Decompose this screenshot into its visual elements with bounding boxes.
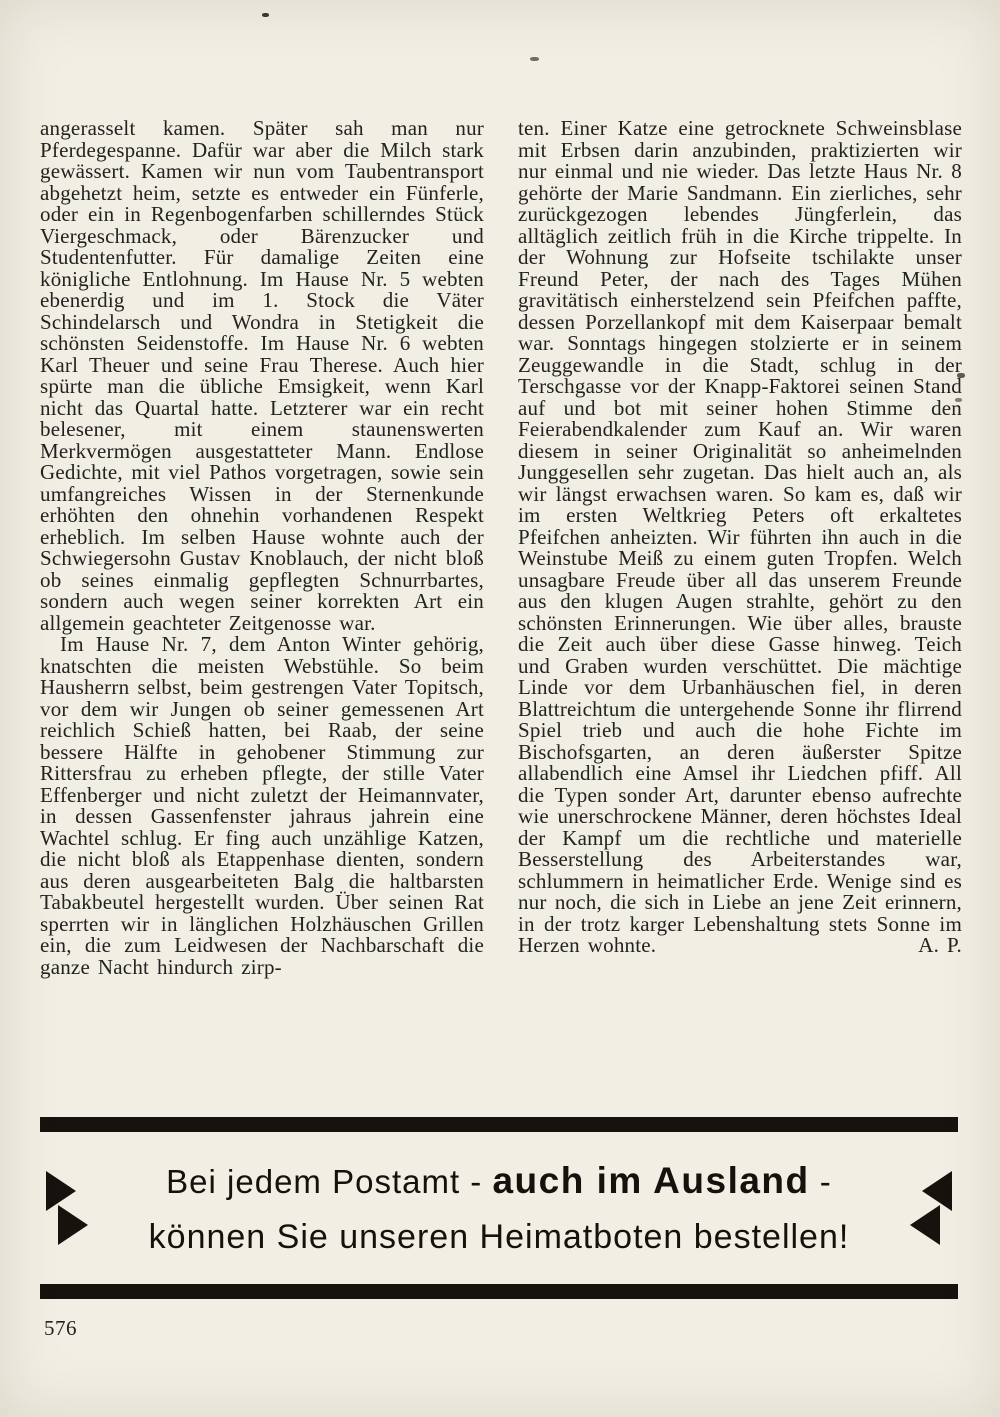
right-pointing-arrows-icon [46,1171,98,1245]
scan-speck [262,13,269,17]
subscription-banner [40,1117,958,1299]
paragraph-continuation: angerasselt kamen. Später sah man nur Pferdegespanne. Dafür war aber die Milch stark gewässert. Kamen wir nun vom Taubentransport abgehetzt heim, setzte es entweder ein Fünferle, oder ein in Regenbogenfarben schillerndes Stück Viergeschmack, oder Bärenzucker und Studentenfutter. Für damalige Zeiten eine königliche Entlohnung. Im Hause Nr. 5 webten ebenerdig und im 1. Stock die Väter Schindelarsch und Wondra in Stetigkeit die schönsten Seidenstoffe. Im Hause Nr. 6 webten Karl Theuer und seine Frau Therese. Auch hier spürte man die übliche Emsigkeit, wenn Karl nicht das Quartal hatte. Letzterer war ein recht belesener, mit einem staunenswerten Merkvermögen ausgestatteter Mann. Endlose Gedichte, mit viel Pathos vorgetragen, sowie sein umfangreiches Wissen in der Sternenkunde erhöhten den ohnehin vorhandenen Respekt erheblich. Im selben Hause wohnte auch der Schwiegersohn Gustav Knoblauch, der nicht bloß ob seines einmalig gepflegten Schnurrbartes, sondern auch wegen seiner korrekten Art ein allgemein geachteter Zeitgenosse war. [40,116,484,635]
banner-text [98,1160,900,1257]
banner-line1-suffix: - [809,1162,832,1200]
left-triangle-icon [910,1205,940,1245]
banner-line1-prefix: Bei jedem Postamt - [166,1162,493,1200]
banner-line1-bold: auch im Ausland [492,1159,810,1201]
paragraph: Im Hause Nr. 7, dem Anton Winter gehörig, knatschten die meisten Webstühle. So beim Hausherrn selbst, beim gestrengen Vater Topitsch, vor dem wir Jungen ob seiner gemessenen Art reichlich Schieß hatten, bei Raab, der seine bessere Hälfte in gehobener Stimmung zur Rittersfrau zu erheben pflegte, der stille Vater Effenberger und nicht zuletzt der Heimannvater, in dessen Gassenfenster jahraus jahrein eine Wachtel schlug. Er fing auch unzählige Katzen, die nicht bloß als Etappenhase dienten, sondern aus deren ausgearbeiteten Balg die haltbarsten Tabakbeutel hergestellt wurden. Über seinen Rat sperrten wir in länglichen Holzhäuschen Grillen ein, die zum Leidwesen der Nachbarschaft die ganze Nacht hindurch zirp- [40,632,484,979]
paragraph-text: ten. Einer Katze eine getrocknete Schweinsblase mit Erbsen darin anzubinden, praktizierten wir nur einmal und nie wieder. Das letzte Haus Nr. 8 gehörte der Marie Sandmann. Ein zierliches, sehr zurückgezogen lebendes Jüngferlein, das alltäglich zeitlich früh in die Kirche trippelte. In der Wohnung zur Hofseite tschilakte unser Freund Peter, der nach des Tages Mühen gravitätisch einherstelzend sein Pfeifchen paffte, dessen Porzellankopf mit dem Kaiserpaar bemalt war. Sonntags hingegen stolzierte er in seinem Zeuggewandle in die Stadt, schlug in der Terschgasse vor der Knapp-Faktorei seinen Stand auf und bot mit seiner hohen Stimme den Feierabendkalender zum Kauf an. Wir waren diesem in seiner Originalität so anheimelnden Junggesellen sehr zugetan. Das hielt auch an, als wir längst erwachsen waren. So kam es, daß wir im ersten Weltkrieg Peters oft erkaltetes Pfeifchen anheizten. Wir führten ihn auch in die Weinstube Meiß zu einem guten Tropfen. Welch unsagbare Freude über all das unserem Freunde aus den klugen Augen strahlte, gehört zu den schönsten Erinnerungen. Wie über alles, brauste die Zeit auch über diese Gasse hinweg. Teich und Graben wurden verschüttet. Die mächtige Linde vor dem Urbanhäuschen fiel, in deren Blattreichtum die untergehende Sonne ihr flirrend Spiel trieb und auch die hohe Fichte im Bischofsgarten, an deren äußerster Spitze allabendlich eine Amsel ihr Liedchen pfiff. All die Typen sonder Art, darunter ebenso aufrechte wie unerschrockene Männer, deren höchstes Ideal der Kampf um die rechtliche und materielle Besserstellung des Arbeiterstandes war, schlummern in heimatlicher Erde. Wenige sind es nur noch, die sich in Liebe an jene Zeit erinnern, in der trotz karger Lebenshaltung stets Sonne im Herzen wohnte. [518,116,962,957]
scan-speck [530,57,539,61]
left-pointing-arrows-icon [900,1171,952,1245]
article-body [40,118,962,978]
left-column [40,118,484,978]
right-triangle-icon [58,1205,88,1245]
banner-bottom-rule [40,1284,958,1299]
banner-line-2: können Sie unseren Heimatboten bestellen! [148,1217,850,1256]
banner-body [40,1132,958,1284]
author-initials: A. P. [918,933,962,957]
banner-line-1 [98,1160,900,1202]
banner-top-rule [40,1117,958,1132]
page-number: 576 [44,1316,77,1340]
paragraph-continuation [518,118,962,957]
right-column [518,118,962,978]
